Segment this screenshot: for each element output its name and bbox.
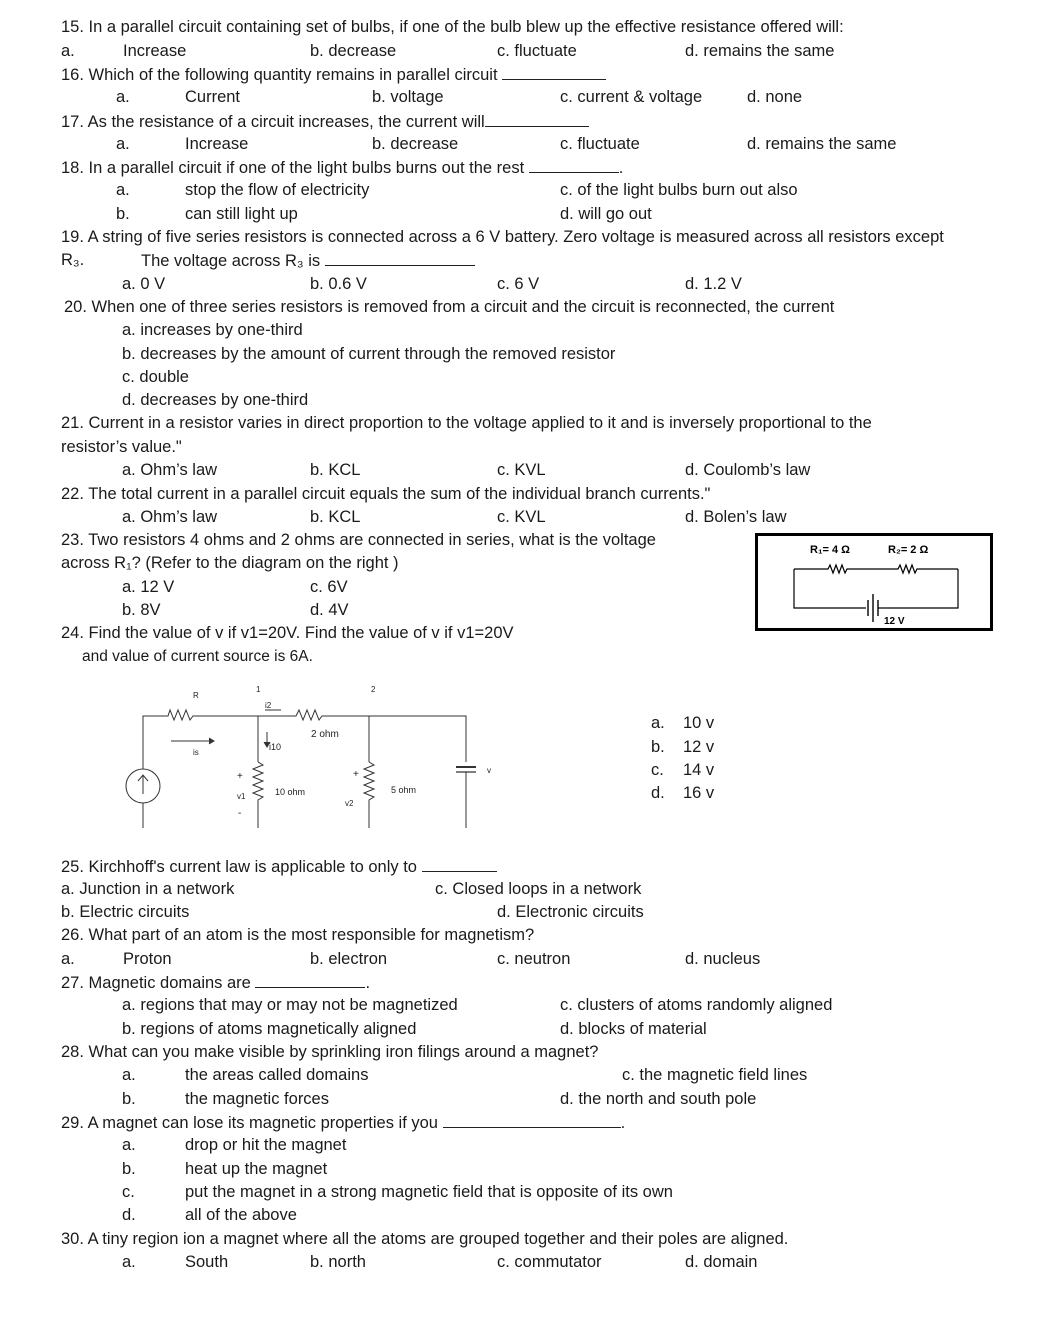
i2-label: i2 [265, 701, 272, 710]
q27-option-c: c. clusters of atoms randomly aligned [560, 996, 833, 1014]
answer-blank [529, 157, 619, 173]
answer-blank [325, 250, 475, 266]
q29-option-d: all of the above [185, 1206, 297, 1224]
q27-option-a: a. regions that may or may not be magnetized [122, 996, 458, 1014]
q19-question: 19. A string of five series resistors is connected across a 6 V battery. Zero voltage is measured across all resistors except [61, 228, 944, 246]
q29-a-letter: a. [122, 1136, 136, 1154]
q25-question: 25. Kirchhoff's current law is applicable to only to [61, 858, 417, 876]
q17-option-a: Increase [185, 135, 249, 153]
q29-d-letter: d. [122, 1206, 136, 1224]
q28-b-letter: b. [122, 1090, 136, 1108]
q26-option-b: b. electron [310, 950, 388, 968]
q15-a-letter: a. [61, 42, 75, 60]
q28-a-letter: a. [122, 1066, 136, 1084]
q28-question: 28. What can you make visible by sprinkling iron filings around a magnet? [61, 1043, 599, 1061]
r2ohm-label: 2 ohm [311, 729, 339, 740]
q15-option-d: d. remains the same [685, 42, 835, 60]
q22-option-b: b. KCL [310, 508, 361, 526]
q15-option-b: b. decrease [310, 42, 397, 60]
q24-option-a: 10 v [683, 714, 715, 732]
q19-option-a: a. 0 V [122, 275, 166, 293]
v-label: v [487, 766, 491, 775]
q20-option-d: d. decreases by one-third [122, 391, 309, 409]
q30-question: 30. A tiny region ion a magnet where all the atoms are grouped together and their poles are aligned. [61, 1230, 789, 1248]
battery-label: 12 V [884, 616, 905, 627]
q19-r3: R₃. [61, 251, 85, 269]
q23-option-a: a. 12 V [122, 578, 175, 596]
q18-option-b: can still light up [185, 205, 298, 223]
q24-question: 24. Find the value of v if v1=20V. Find the value of v if v1=20V [61, 624, 514, 642]
q25-option-c: c. Closed loops in a network [435, 880, 642, 898]
q18-a-letter: a. [116, 181, 130, 199]
series-circuit-svg [758, 536, 990, 628]
q19-sub: The voltage across R₃ is [141, 252, 321, 270]
q22-option-c: c. KVL [497, 508, 546, 526]
q28-option-b: the magnetic forces [185, 1090, 329, 1108]
v1-label: v1 [237, 792, 246, 801]
q29-c-letter: c. [122, 1183, 135, 1201]
q21-option-c: c. KVL [497, 461, 546, 479]
q19-option-b: b. 0.6 V [310, 275, 367, 293]
q17-a-letter: a. [116, 135, 130, 153]
answer-blank [485, 111, 589, 127]
q27-option-b: b. regions of atoms magnetically aligned [122, 1020, 417, 1038]
q26-question: 26. What part of an atom is the most responsible for magnetism? [61, 926, 535, 944]
v2-plus-label: + [353, 769, 359, 780]
q28-option-d: d. the north and south pole [560, 1090, 757, 1108]
q21-question-cont: resistor’s value." [61, 438, 182, 456]
q20-option-a: a. increases by one-third [122, 321, 303, 339]
series-circuit-diagram [755, 533, 993, 631]
q29-option-c: put the magnet in a strong magnetic field that is opposite of its own [185, 1183, 673, 1201]
q29-question: 29. A magnet can lose its magnetic properties if you [61, 1114, 438, 1132]
q19-sub-line [141, 250, 475, 271]
q29-b-letter: b. [122, 1160, 136, 1178]
q25-question-line [61, 856, 497, 877]
q17-question: 17. As the resistance of a circuit increases, the current will [61, 113, 485, 131]
q26-option-a: Proton [123, 950, 172, 968]
q15-option-a: Increase [123, 42, 187, 60]
q18-option-a: stop the flow of electricity [185, 181, 370, 199]
r10ohm-label: 10 ohm [275, 787, 306, 797]
q24-a-letter: a. [651, 714, 665, 732]
q16-option-c: c. current & voltage [560, 88, 703, 106]
q22-option-a: a. Ohm’s law [122, 508, 218, 526]
q27-question-line: 27. Magnetic domains are . [61, 974, 371, 992]
q24-b-letter: b. [651, 738, 665, 756]
q24-option-c: 14 v [683, 761, 715, 779]
q18-option-c: c. of the light bulbs burn out also [560, 181, 798, 199]
q23-option-d: d. 4V [310, 601, 349, 619]
q17-question-line [61, 111, 589, 132]
q18-question-line: 18. In a parallel circuit if one of the light bulbs burns out the rest . [61, 159, 624, 177]
q26-a-letter: a. [61, 950, 75, 968]
q24-question-cont: and value of current source is 6A. [82, 648, 313, 665]
q29-option-b: heat up the magnet [185, 1160, 328, 1178]
node-1-label: 1 [256, 685, 261, 694]
i10-label: i10 [269, 742, 282, 752]
q16-question: 16. Which of the following quantity remains in parallel circuit [61, 66, 498, 84]
v1-minus-label: - [238, 808, 242, 819]
r2-label: R₂= 2 Ω [888, 544, 929, 556]
v2-label: v2 [345, 799, 354, 808]
resistor-5-ohm [364, 762, 374, 828]
q17-option-d: d. remains the same [747, 135, 897, 153]
q25-option-d: d. Electronic circuits [497, 903, 644, 921]
node-2-label: 2 [371, 685, 376, 694]
is-arrow-head [209, 738, 214, 744]
q25-option-a: a. Junction in a network [61, 880, 235, 898]
q16-option-a: Current [185, 88, 241, 106]
q30-option-d: d. domain [685, 1253, 758, 1271]
q29-option-a: drop or hit the magnet [185, 1136, 347, 1154]
q23-question-cont: across R₁? (Refer to the diagram on the right ) [61, 554, 399, 572]
q21-option-a: a. Ohm’s law [122, 461, 218, 479]
q30-option-b: b. north [310, 1253, 366, 1271]
q17-option-c: c. fluctuate [560, 135, 640, 153]
q25-option-b: b. Electric circuits [61, 903, 190, 921]
wire [794, 569, 866, 608]
q26-option-c: c. neutron [497, 950, 571, 968]
q27-question: 27. Magnetic domains are [61, 974, 251, 992]
q30-option-c: c. commutator [497, 1253, 602, 1271]
r1-label: R₁= 4 Ω [810, 544, 850, 556]
answer-blank [443, 1112, 621, 1128]
q24-option-b: 12 v [683, 738, 715, 756]
q30-a-letter: a. [122, 1253, 136, 1271]
r1-resistor [794, 565, 883, 573]
v1-plus-label: + [237, 771, 243, 782]
r5ohm-label: 5 ohm [391, 785, 417, 795]
q23-option-b: b. 8V [122, 601, 161, 619]
resistor-10-ohm [253, 762, 263, 828]
q30-option-a: South [185, 1253, 229, 1271]
q15-question: 15. In a parallel circuit containing set of bulbs, if one of the bulb blew up the effective resistance offered will: [61, 18, 844, 36]
q15-option-c: c. fluctuate [497, 42, 577, 60]
q26-option-d: d. nucleus [685, 950, 761, 968]
resistor-2-ohm [258, 710, 466, 762]
q21-question: 21. Current in a resistor varies in direct proportion to the voltage applied to it and is inversely proportional to the [61, 414, 872, 432]
r-label: R [193, 691, 199, 700]
q18-option-d: d. will go out [560, 205, 652, 223]
q24-c-letter: c. [651, 761, 664, 779]
q29-question-line: 29. A magnet can lose its magnetic properties if you . [61, 1114, 626, 1132]
q21-option-b: b. KCL [310, 461, 361, 479]
q24-option-d: 16 v [683, 784, 715, 802]
q16-option-d: d. none [747, 88, 803, 106]
resistor-r [143, 710, 258, 722]
q18-question: 18. In a parallel circuit if one of the light bulbs burns out the rest [61, 159, 525, 177]
q21-option-d: d. Coulomb’s law [685, 461, 811, 479]
q27-option-d: d. blocks of material [560, 1020, 707, 1038]
q16-a-letter: a. [116, 88, 130, 106]
q18-b-letter: b. [116, 205, 130, 223]
q23-question: 23. Two resistors 4 ohms and 2 ohms are connected in series, what is the voltage [61, 531, 656, 549]
answer-blank [502, 64, 606, 80]
q17-option-b: b. decrease [372, 135, 459, 153]
answer-blank [255, 972, 365, 988]
is-label: is [193, 748, 199, 757]
q23-option-c: c. 6V [310, 578, 348, 596]
r2-resistor [883, 565, 958, 573]
q28-option-c: c. the magnetic field lines [622, 1066, 808, 1084]
q16-question-line [61, 64, 606, 85]
q20-option-b: b. decreases by the amount of current through the removed resistor [122, 345, 616, 363]
q22-question: 22. The total current in a parallel circuit equals the sum of the individual branch currents." [61, 485, 711, 503]
wire [882, 569, 958, 608]
q20-question: 20. When one of three series resistors is removed from a circuit and the circuit is reconnected, the current [64, 298, 835, 316]
q28-option-a: the areas called domains [185, 1066, 369, 1084]
q19-option-d: d. 1.2 V [685, 275, 742, 293]
answer-blank [422, 856, 497, 872]
q19-option-c: c. 6 V [497, 275, 540, 293]
q20-option-c: c. double [122, 368, 189, 386]
q16-option-b: b. voltage [372, 88, 444, 106]
node-circuit-diagram [113, 680, 503, 828]
q24-d-letter: d. [651, 784, 665, 802]
q22-option-d: d. Bolen’s law [685, 508, 787, 526]
node-circuit-svg [113, 680, 503, 828]
